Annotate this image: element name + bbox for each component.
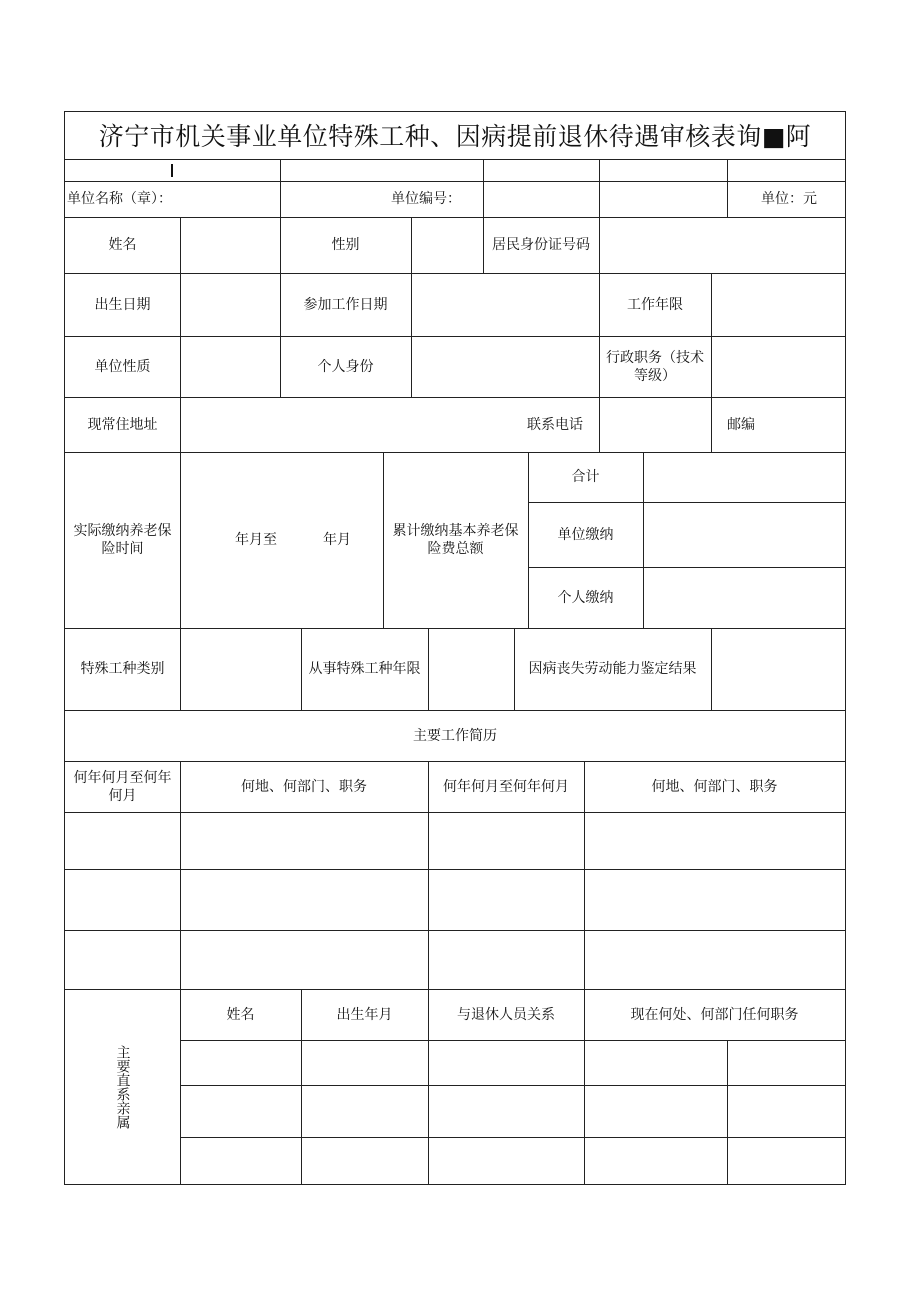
history-col-period-2: 何年何月至何年何月 xyxy=(443,778,569,795)
rule xyxy=(180,1137,845,1138)
rule xyxy=(599,217,600,273)
title-underline-mark xyxy=(171,164,173,177)
special-years-label: 从事特殊工种年限 xyxy=(308,661,421,677)
family-col-name: 姓名 xyxy=(226,1006,255,1023)
rule xyxy=(65,159,845,160)
personal-payment-label: 个人缴纳 xyxy=(557,589,614,606)
unit-nature-label: 单位性质 xyxy=(94,358,151,375)
birth-date-label: 出生日期 xyxy=(94,296,151,313)
unit-payment-label: 单位缴纳 xyxy=(557,526,614,543)
gender-label: 性别 xyxy=(331,237,360,253)
history-col-period-1: 何年何月至何年何月 xyxy=(73,769,172,804)
family-col-birth: 出生年月 xyxy=(336,1006,393,1023)
rule xyxy=(180,1040,845,1041)
total-label: 合计 xyxy=(571,469,600,485)
currency-unit-label: 单位：元 xyxy=(761,191,817,207)
rule xyxy=(727,1040,728,1184)
family-col-position: 现在何处、何部门任何职务 xyxy=(630,1006,799,1023)
special-category-label: 特殊工种类别 xyxy=(80,661,165,677)
period-from-label: 年月至 xyxy=(235,532,277,548)
work-years-label: 工作年限 xyxy=(627,296,683,313)
history-col-place-1: 何地、何部门、职务 xyxy=(241,778,367,795)
personal-status-label: 个人身份 xyxy=(317,358,374,375)
rule xyxy=(180,217,181,452)
disability-result-label: 因病丧失劳动能力鉴定结果 xyxy=(528,661,697,677)
rule xyxy=(65,930,845,931)
family-section-label: 主要直系亲属 xyxy=(114,1044,131,1129)
history-section-title: 主要工作简历 xyxy=(413,727,497,744)
total-amount-label: 累计缴纳基本养老保险费总额 xyxy=(392,523,519,557)
rule xyxy=(411,217,412,397)
rule xyxy=(65,869,845,870)
id-number-label: 居民身份证号码 xyxy=(492,237,590,253)
rule xyxy=(599,159,600,217)
rule xyxy=(711,628,712,710)
unit-code-label: 单位编号： xyxy=(391,191,461,207)
rule xyxy=(65,812,845,813)
review-form xyxy=(64,111,846,1185)
rule xyxy=(65,336,845,337)
admin-position-label: 行政职务（技术等级） xyxy=(606,349,704,384)
form-title: 济宁市机关事业单位特殊工种、因病提前退休待遇审核表询■阿 xyxy=(98,122,812,151)
rule xyxy=(428,628,429,710)
history-col-place-2: 何地、何部门、职务 xyxy=(651,778,778,795)
rule xyxy=(65,628,845,629)
postcode-label: 邮编 xyxy=(727,416,755,433)
family-col-relation: 与退休人员关系 xyxy=(457,1006,555,1023)
rule xyxy=(65,273,845,274)
phone-label: 联系电话 xyxy=(527,416,583,433)
work-start-date-label: 参加工作日期 xyxy=(303,296,388,313)
name-label: 姓名 xyxy=(108,237,137,253)
period-to-label: 年月 xyxy=(323,532,351,548)
rule xyxy=(180,628,181,710)
rule xyxy=(643,452,644,628)
address-label: 现常住地址 xyxy=(87,416,158,433)
rule xyxy=(180,1085,845,1086)
payment-period-label: 实际缴纳养老保险时间 xyxy=(73,523,172,557)
rule xyxy=(483,159,484,217)
unit-name-label: 单位名称（章）： xyxy=(67,191,172,207)
rule xyxy=(65,217,845,218)
